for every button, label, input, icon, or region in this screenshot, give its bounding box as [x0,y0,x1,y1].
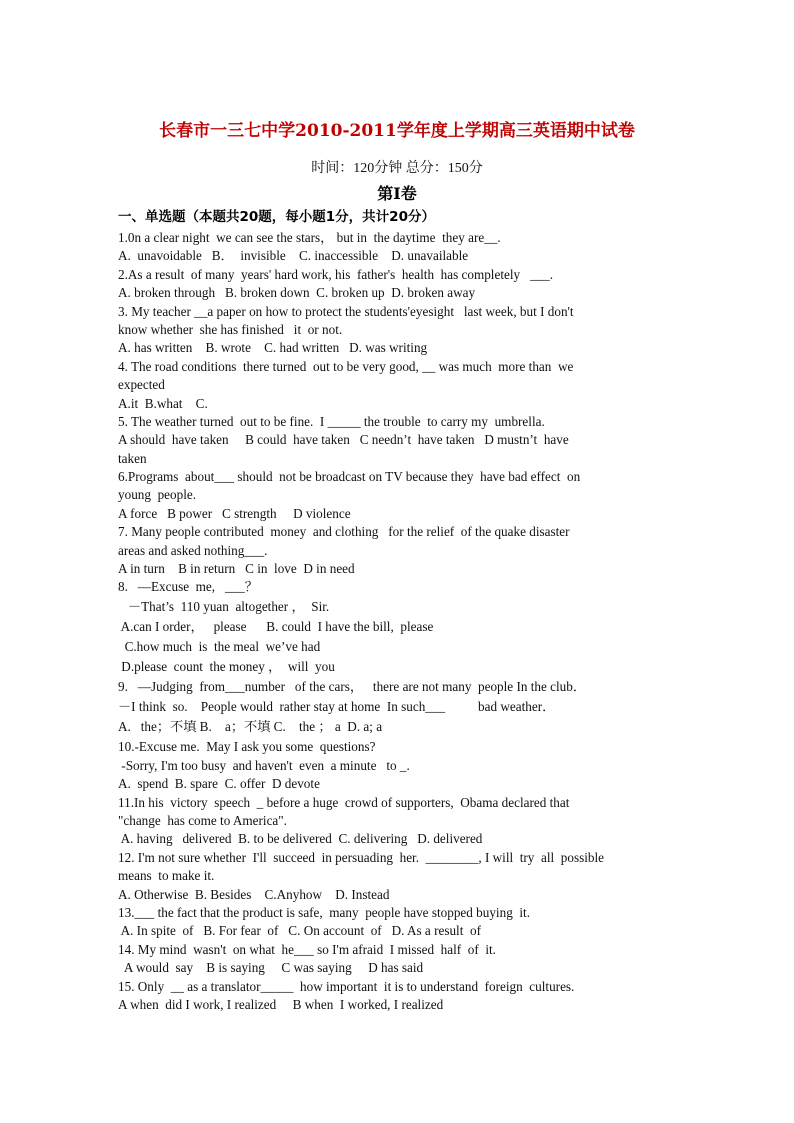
text-line: 13.___ the fact that the product is safe, many people have stopped buying it. [118,904,531,920]
text-line: A force B power C strength D violence [118,505,351,521]
text-line: 10.-Excuse me. May I ask you some questions? [118,739,376,755]
part-heading: 第Ⅰ卷 [377,184,417,203]
text-line: A when did I work, I realized B when I worked, I realized [118,996,444,1012]
question-list [118,229,678,1014]
section-heading: 一、单选题（本题共20题，每小题1分，共计20分） [118,209,435,225]
text-line: A.it B.what C. [118,395,208,411]
exam-time-and-score: 时间：120分钟 总分：150分 [311,161,483,176]
text-line: 4. The road conditions there turned out to be very good, __ was much more than we [118,358,574,374]
text-line: －That’s 110 yuan altogether ， Sir. [118,599,330,615]
text-line: "change has come to America". [118,812,287,828]
text-line: 11.In his victory speech _ before a huge crowd of supporters, Obama declared that [118,794,570,810]
text-line: taken [118,450,147,466]
text-line: 7. Many people contributed money and clothing for the relief of the quake disaster [118,524,570,540]
text-line: C.how much is the meal we’ve had [118,639,321,655]
text-line: means to make it. [118,868,215,884]
text-line: young people. [118,487,197,503]
text-line: know whether she has finished it or not. [118,321,343,337]
text-line: 12. I'm not sure whether I'll succeed in persuading her. ________, I will try all possible [118,849,604,865]
text-line: 2.As a result of many years' hard work, his father's health has completely ___. [118,266,554,282]
text-line: A.can I order， please B. could I have the bill, please [118,619,434,635]
text-line: －I think so. People would rather stay at home In such___ bad weather． [118,699,556,715]
text-line: A should have taken B could have taken C needn’t have taken D mustn’t have [118,432,569,448]
text-line: 5. The weather turned out to be fine. I _____ the trouble to carry my umbrella. [118,413,545,429]
page-title: 长春市一三七中学2010-2011学年度上学期高三英语期中试卷 [159,121,635,141]
text-line: A would say B is saying C was saying D has said [118,960,424,976]
text-line: 6.Programs about___ should not be broadcast on TV because they have bad effect on [118,469,581,485]
text-line: -Sorry, I'm too busy and haven't even a minute to _. [118,757,410,773]
text-line: expected [118,377,165,393]
text-line: A. Otherwise B. Besides C.Anyhow D. Instead [118,886,390,902]
text-line: A. the；不填 B. a；不填 C. the ； a D. a; a [118,719,383,735]
text-line: 1.0n a clear night we can see the stars， but in the daytime they are__. [118,230,501,245]
text-line: A in turn B in return C in love D in need [118,561,355,577]
text-line: A. spend B. spare C. offer D devote [118,776,320,792]
text-line: A. unavoidable B． invisible C. inaccessible D. unavailable [118,248,469,264]
text-line: 8. —Excuse me, ___？ [118,579,258,595]
text-line: 14. My mind wasn't on what he___ so I'm afraid I missed half of it. [118,941,496,957]
text-line: 15. Only __ as a translator_____ how important it is to understand foreign cultures. [118,978,575,994]
text-line: A. In spite of B. For fear of C. On account of D. As a result of [118,923,481,939]
text-line: 3. My teacher __a paper on how to protect the students'eyesight last week, but I don't [118,303,574,319]
text-line: A. having delivered B. to be delivered C. delivering D. delivered [118,831,483,847]
text-line: A. broken through B. broken down C. broken up D. broken away [118,285,476,301]
text-line: areas and asked nothing___. [118,542,268,558]
text-line: D.please count the money ， will you [118,659,335,675]
text-line: 9. —Judging from___number of the cars， there are not many people In the club． [118,679,587,695]
text-line: A. has written B. wrote C. had written D. was writing [118,340,428,356]
